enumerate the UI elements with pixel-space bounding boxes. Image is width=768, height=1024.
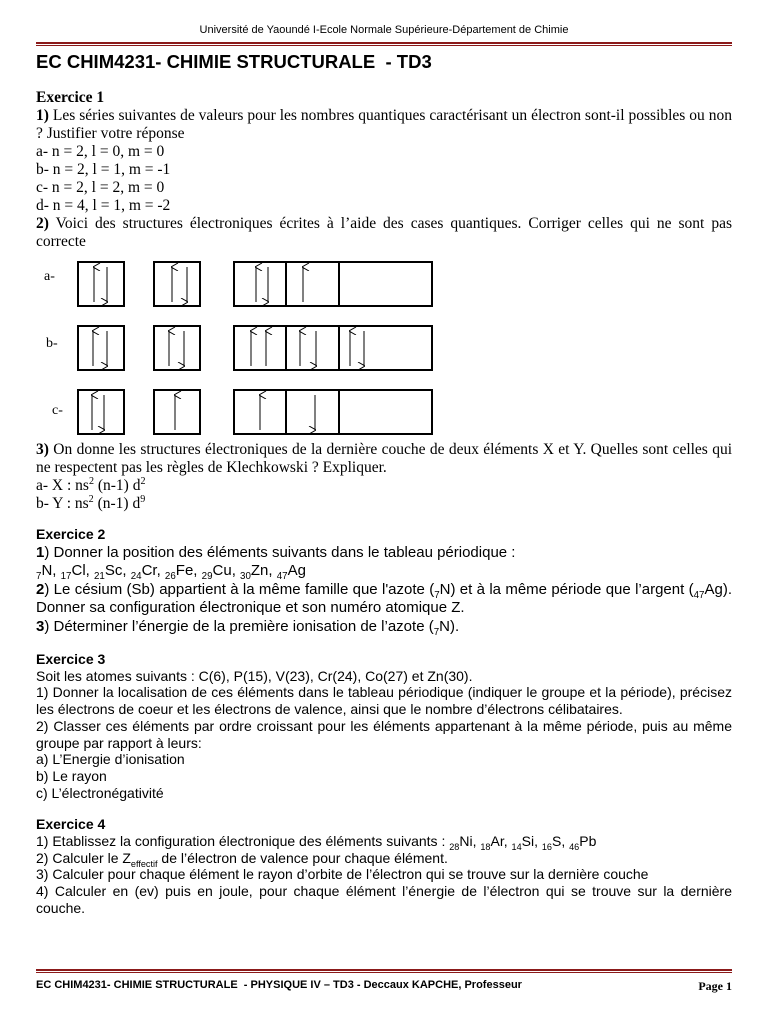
ex3-question-1: 1) Donner la localisation de ces éléments dans le tableau périodique (indiquer le groupe et la période), précisez les électrons de coeur et les électrons de valence, ainsi que le nombre d’électrons célibataires. <box>36 684 732 718</box>
row-label-c: c- <box>52 403 63 418</box>
ex1-question-1: 1) Les séries suivantes de valeurs pour les nombres quantiques caractérisant un électron sont-il possibles ou non ? Justifier votre réponse <box>36 107 732 142</box>
box-a-3 <box>234 262 432 306</box>
exercise-3-heading: Exercice 3 <box>36 651 106 667</box>
exercise-1 <box>36 89 732 513</box>
ex4-question-4: 4) Calculer en (ev) puis en joule, pour chaque élément l’énergie de l’électron qui se trouve sur la dernière couche. <box>36 883 732 916</box>
row-label-b: b- <box>46 336 58 351</box>
ex1-config-a: a- X : $ns^2$ (n-1) $d^2$ <box>36 475 146 494</box>
ex1-series-b: b- n = 2, l = 1, m = -1 <box>36 161 171 178</box>
exercise-1-heading: Exercice 1 <box>36 89 105 106</box>
ex1-series-a: a- n = 2, l = 0, m = 0 <box>36 143 165 160</box>
ex2-question-1: 1) Donner la position des éléments suivants dans le tableau périodique : <box>36 543 516 561</box>
ex4-question-3: 3) Calculer pour chaque élément le rayon d’orbite de l’électron qui se trouve sur la dernière couche <box>36 866 649 883</box>
header-rule <box>36 42 732 44</box>
row-label-a: a- <box>44 269 55 284</box>
page-footer: EC CHIM4231- CHIMIE STRUCTURALE - PHYSIQUE IV – TD3 - Deccaux KAPCHE, Professeur <box>36 979 522 991</box>
ex1-series-d: d- n = 4, l = 1, m = -2 <box>36 197 171 214</box>
exercise-2-heading: Exercice 2 <box>36 526 106 542</box>
ex1-question-3: 3) On donne les structures électroniques de la dernière couche de deux éléments X et Y. Quelles sont celles qui ne respectent pas les règles de Klechkowski ? Expliquer. <box>36 441 732 476</box>
exercise-3 <box>36 651 732 801</box>
box-a-1 <box>78 262 124 306</box>
document-body <box>36 89 732 917</box>
exercise-4 <box>36 816 732 916</box>
ex2-element-list: $_7$N, $_{17}$Cl, $_{21}$Sc, $_{24}$Cr, $_{26}$Fe, $_{29}$Cu, $_{30}$Zn, $_{47}$Ag <box>36 562 306 582</box>
ex3-item-b: b) Le rayon <box>36 767 107 784</box>
box-b-2 <box>154 326 200 370</box>
quantum-box-diagrams <box>36 258 732 438</box>
ex3-intro: Soit les atomes suivants : C(6), P(15), V(23), Cr(24), Co(27) et Zn(30). <box>36 667 473 684</box>
ex1-config-b: b- Y : $ns^2$ (n-1) $d^9$ <box>36 493 146 512</box>
page-header: Université de Yaoundé I-Ecole Normale Supérieure-Département de Chimie <box>199 24 569 36</box>
box-c-3 <box>234 390 432 434</box>
box-c-1 <box>78 390 124 434</box>
exercise-4-heading: Exercice 4 <box>36 816 106 833</box>
ex2-question-3: 3) Déterminer l’énergie de la première ionisation de l’azote $(_7N)$. <box>36 617 460 638</box>
box-b-1 <box>78 326 124 370</box>
footer-rule <box>36 969 732 971</box>
page-number: Page 1 <box>698 979 732 993</box>
box-b-3 <box>234 326 432 370</box>
ex2-question-2: 2) Le césium (Sb) appartient à la même famille que l'azote $(_7N)$ et à la même période que l’argent $(_{47}Ag)$. Donner sa configuration électronique et son numéro atomique Z. <box>36 580 732 616</box>
ex1-series-c: c- n = 2, l = 2, m = 0 <box>36 179 165 196</box>
ex4-question-2: 2) Calculer le $Z_{effectif}$ de l’électron de valence pour chaque élément. <box>36 849 448 869</box>
exercise-2 <box>36 525 732 636</box>
page-title: EC CHIM4231- CHIMIE STRUCTURALE - TD3 <box>36 51 432 72</box>
ex3-item-a: a) L’Energie d’ionisation <box>36 751 185 768</box>
header-rule-thin <box>36 45 732 46</box>
quantum-boxes-svg <box>36 258 732 438</box>
box-c-2 <box>154 390 200 434</box>
ex3-question-2: 2) Classer ces éléments par ordre croissant pour les éléments appartenant à la même période, puis au même groupe par rapport à leurs: <box>36 717 732 751</box>
ex3-item-c: c) L’électronégativité <box>36 784 164 801</box>
box-a-2 <box>154 262 200 306</box>
ex1-question-2: 2) Voici des structures électroniques écrites à l’aide des cases quantiques. Corriger celles qui ne sont pas correcte <box>36 215 732 250</box>
ex4-question-1: 1) Etablissez la configuration électronique des éléments suivants : $_{28}$Ni, $_{18}$Ar, $_{14}$Si, $_{16}$S, $_{46}$Pb <box>36 833 597 852</box>
footer-rule-thin <box>36 972 732 973</box>
